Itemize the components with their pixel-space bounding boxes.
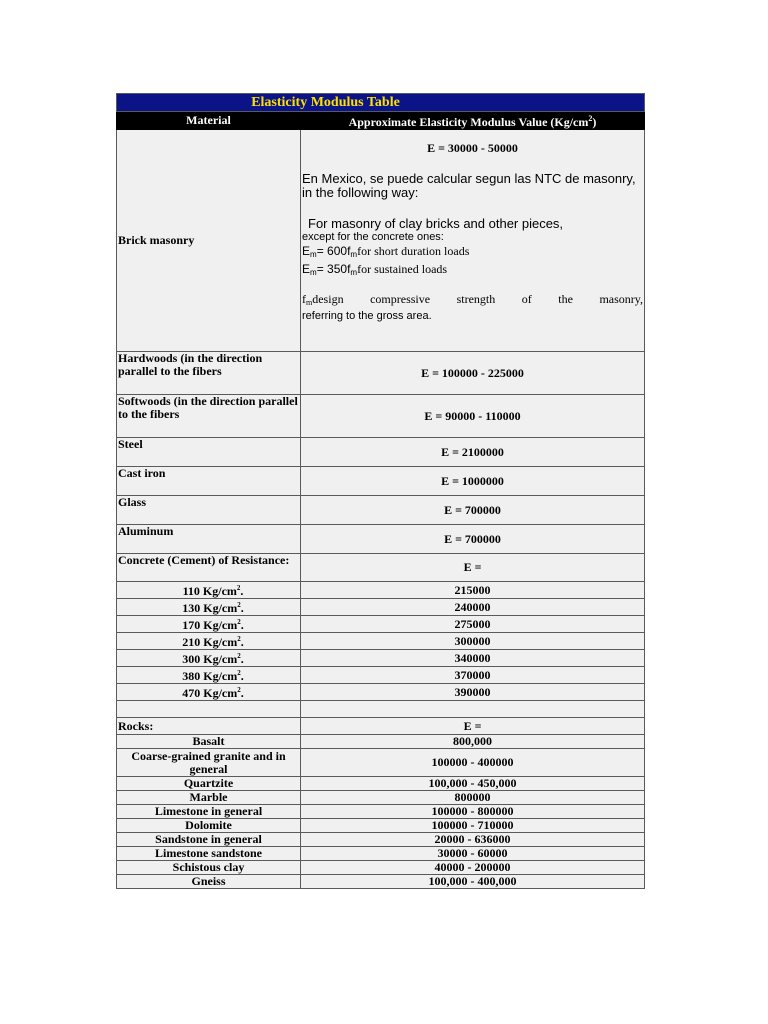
rock-item-value: 100000 - 710000 (301, 819, 645, 833)
table-row-steel (117, 438, 645, 467)
rock-item-value: 100,000 - 450,000 (301, 777, 645, 791)
rock-item-value: 100000 - 400000 (301, 749, 645, 777)
brick-e-range: E = 30000 - 50000 (427, 141, 518, 155)
rock-item-label: Schistous clay (117, 861, 301, 875)
rock-item-value: 800,000 (301, 735, 645, 749)
table-row (117, 777, 645, 791)
concrete-item-value: 300000 (301, 633, 645, 650)
table-row-softwoods (117, 395, 645, 438)
concrete-item-label: 210 $Kg/cm^2$. (117, 633, 301, 650)
table-row (117, 819, 645, 833)
header-value: Approximate Elasticity Modulus Value $(Kg/cm^2)$ (301, 112, 645, 130)
header-row (117, 112, 645, 130)
table-row-aluminum (117, 525, 645, 554)
concrete-item-label: 170 $Kg/cm^2$. (117, 616, 301, 633)
elasticity-modulus-table (116, 93, 645, 889)
rock-item-value: 20000 - 636000 (301, 833, 645, 847)
material-steel: Steel (117, 438, 301, 467)
table-row (117, 805, 645, 819)
brick-gross-area-text: referring to the gross area. (302, 310, 432, 322)
rock-item-label: Dolomite (117, 819, 301, 833)
table-title: Elasticity Modulus Table (117, 94, 645, 112)
rock-item-label: Coarse-grained granite and in general (117, 749, 301, 777)
table-row (117, 633, 645, 650)
rock-item-label: Limestone in general (117, 805, 301, 819)
brick-design-line: $f_mdesign$ compressive strength of the masonry, (302, 292, 643, 307)
table-row (117, 735, 645, 749)
rock-item-label: Marble (117, 791, 301, 805)
rock-item-value: 100000 - 800000 (301, 805, 645, 819)
material-hardwoods: Hardwoods (in the direction parallel to the fibers (117, 352, 301, 395)
table-row (117, 667, 645, 684)
title-row (117, 94, 645, 112)
empty-cell (117, 701, 301, 718)
table-row (117, 599, 645, 616)
table-row (117, 861, 645, 875)
material-rocks: Rocks: (117, 718, 301, 735)
table-row (117, 847, 645, 861)
table-row (117, 582, 645, 599)
material-glass: Glass (117, 496, 301, 525)
value-aluminum: E = 700000 (301, 525, 645, 554)
brick-mexico-text: En Mexico, se puede calcular segun las NTC de masonry, in the following way: (302, 171, 636, 200)
concrete-item-label: 300 $Kg/cm^2$. (117, 650, 301, 667)
table-row (117, 791, 645, 805)
material-brick: Brick masonry (117, 130, 301, 352)
material-concrete: Concrete (Cement) of Resistance: (117, 554, 301, 582)
concrete-item-value: 390000 (301, 684, 645, 701)
material-cast-iron: Cast iron (117, 467, 301, 496)
brick-sustained-line: $E_m= 350f_mfor$ sustained loads (302, 262, 448, 277)
value-softwoods: E = 90000 - 110000 (301, 395, 645, 438)
table-row (117, 684, 645, 701)
concrete-item-label: 110 $Kg/cm^2$. (117, 582, 301, 599)
concrete-item-label: 380 $Kg/cm^2$. (117, 667, 301, 684)
empty-cell (301, 701, 645, 718)
value-rocks: E = (301, 718, 645, 735)
concrete-item-label: 470 $Kg/cm^2$. (117, 684, 301, 701)
brick-short-duration-line: $E_m= 600f_mfor$ short duration loads (302, 244, 470, 259)
value-cast-iron: E = 1000000 (301, 467, 645, 496)
table-row (117, 749, 645, 777)
rock-item-label: Quartzite (117, 777, 301, 791)
concrete-item-value: 275000 (301, 616, 645, 633)
value-hardwoods: E = 100000 - 225000 (301, 352, 645, 395)
table-row-cast-iron (117, 467, 645, 496)
rock-item-value: 800000 (301, 791, 645, 805)
table-row-hardwoods (117, 352, 645, 395)
table-row-glass (117, 496, 645, 525)
rock-item-label: Limestone sandstone (117, 847, 301, 861)
material-softwoods: Softwoods (in the direction parallel to the fibers (117, 395, 301, 438)
material-aluminum: Aluminum (117, 525, 301, 554)
value-brick (301, 130, 645, 352)
rock-item-value: 100,000 - 400,000 (301, 875, 645, 889)
table-row-brick (117, 130, 645, 352)
table-row (117, 833, 645, 847)
brick-for-masonry-text: For masonry of clay bricks and other pieces, (308, 216, 564, 231)
value-glass: E = 700000 (301, 496, 645, 525)
header-material: Material (117, 112, 301, 130)
value-steel: E = 2100000 (301, 438, 645, 467)
table-row (117, 616, 645, 633)
rock-item-value: 40000 - 200000 (301, 861, 645, 875)
concrete-item-value: 340000 (301, 650, 645, 667)
brick-except-text: except for the concrete ones: (302, 231, 444, 243)
table-row-rocks (117, 718, 645, 735)
table-row (117, 875, 645, 889)
table-row-empty (117, 701, 645, 718)
concrete-item-value: 370000 (301, 667, 645, 684)
rock-item-label: Gneiss (117, 875, 301, 889)
concrete-item-label: 130 $Kg/cm^2$. (117, 599, 301, 616)
rock-item-value: 30000 - 60000 (301, 847, 645, 861)
concrete-item-value: 240000 (301, 599, 645, 616)
table-row (117, 650, 645, 667)
rock-item-label: Basalt (117, 735, 301, 749)
value-concrete: E = (301, 554, 645, 582)
rock-item-label: Sandstone in general (117, 833, 301, 847)
concrete-item-value: 215000 (301, 582, 645, 599)
table-row-concrete (117, 554, 645, 582)
